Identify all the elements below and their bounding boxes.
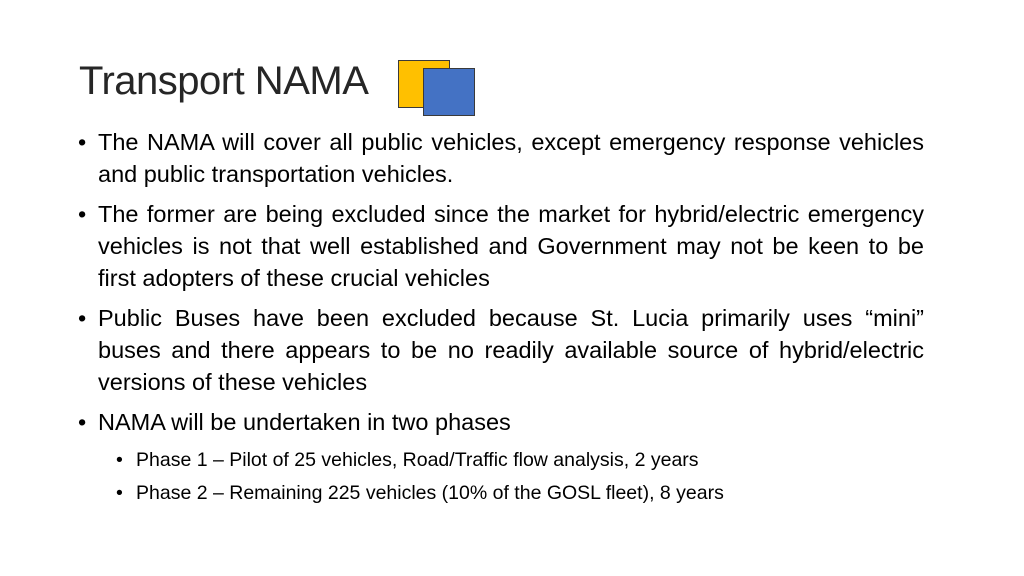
bullet-text: The former are being excluded since the market for hybrid/electric emergency vehicles is not that well established and Government may not be keen to be first adopters of these crucial vehicles — [98, 201, 924, 291]
bullet-text: The NAMA will cover all public vehicles, except emergency response vehicles and public transportation vehicles. — [98, 129, 924, 187]
bullet-text: NAMA will be undertaken in two phases — [98, 409, 511, 435]
sub-bullet-text: Phase 1 – Pilot of 25 vehicles, Road/Traffic flow analysis, 2 years — [136, 449, 699, 471]
bullet-dot-icon: • — [78, 129, 87, 155]
sub-bullet-text: Phase 2 – Remaining 225 vehicles (10% of the GOSL fleet), 8 years — [136, 482, 724, 504]
sub-bullet-item — [116, 479, 924, 507]
bullet-text: Public Buses have been excluded because St. Lucia primarily uses “mini” buses and there appears to be no readily available source of hybrid/electric versions of these vehicles — [98, 305, 924, 395]
bullet-item — [76, 302, 924, 398]
blue-square-icon — [423, 68, 475, 116]
bullet-item — [76, 126, 924, 190]
sub-bullet-dot-icon: • — [116, 482, 123, 504]
sub-bullet-dot-icon: • — [116, 449, 123, 471]
bullet-dot-icon: • — [78, 305, 87, 331]
slide-title: Transport NAMA — [79, 59, 369, 103]
bullet-item — [76, 406, 924, 438]
bullet-list — [76, 126, 924, 512]
bullet-item — [76, 198, 924, 294]
sub-bullet-item — [116, 446, 924, 474]
bullet-dot-icon: • — [78, 409, 87, 435]
bullet-dot-icon: • — [78, 201, 87, 227]
